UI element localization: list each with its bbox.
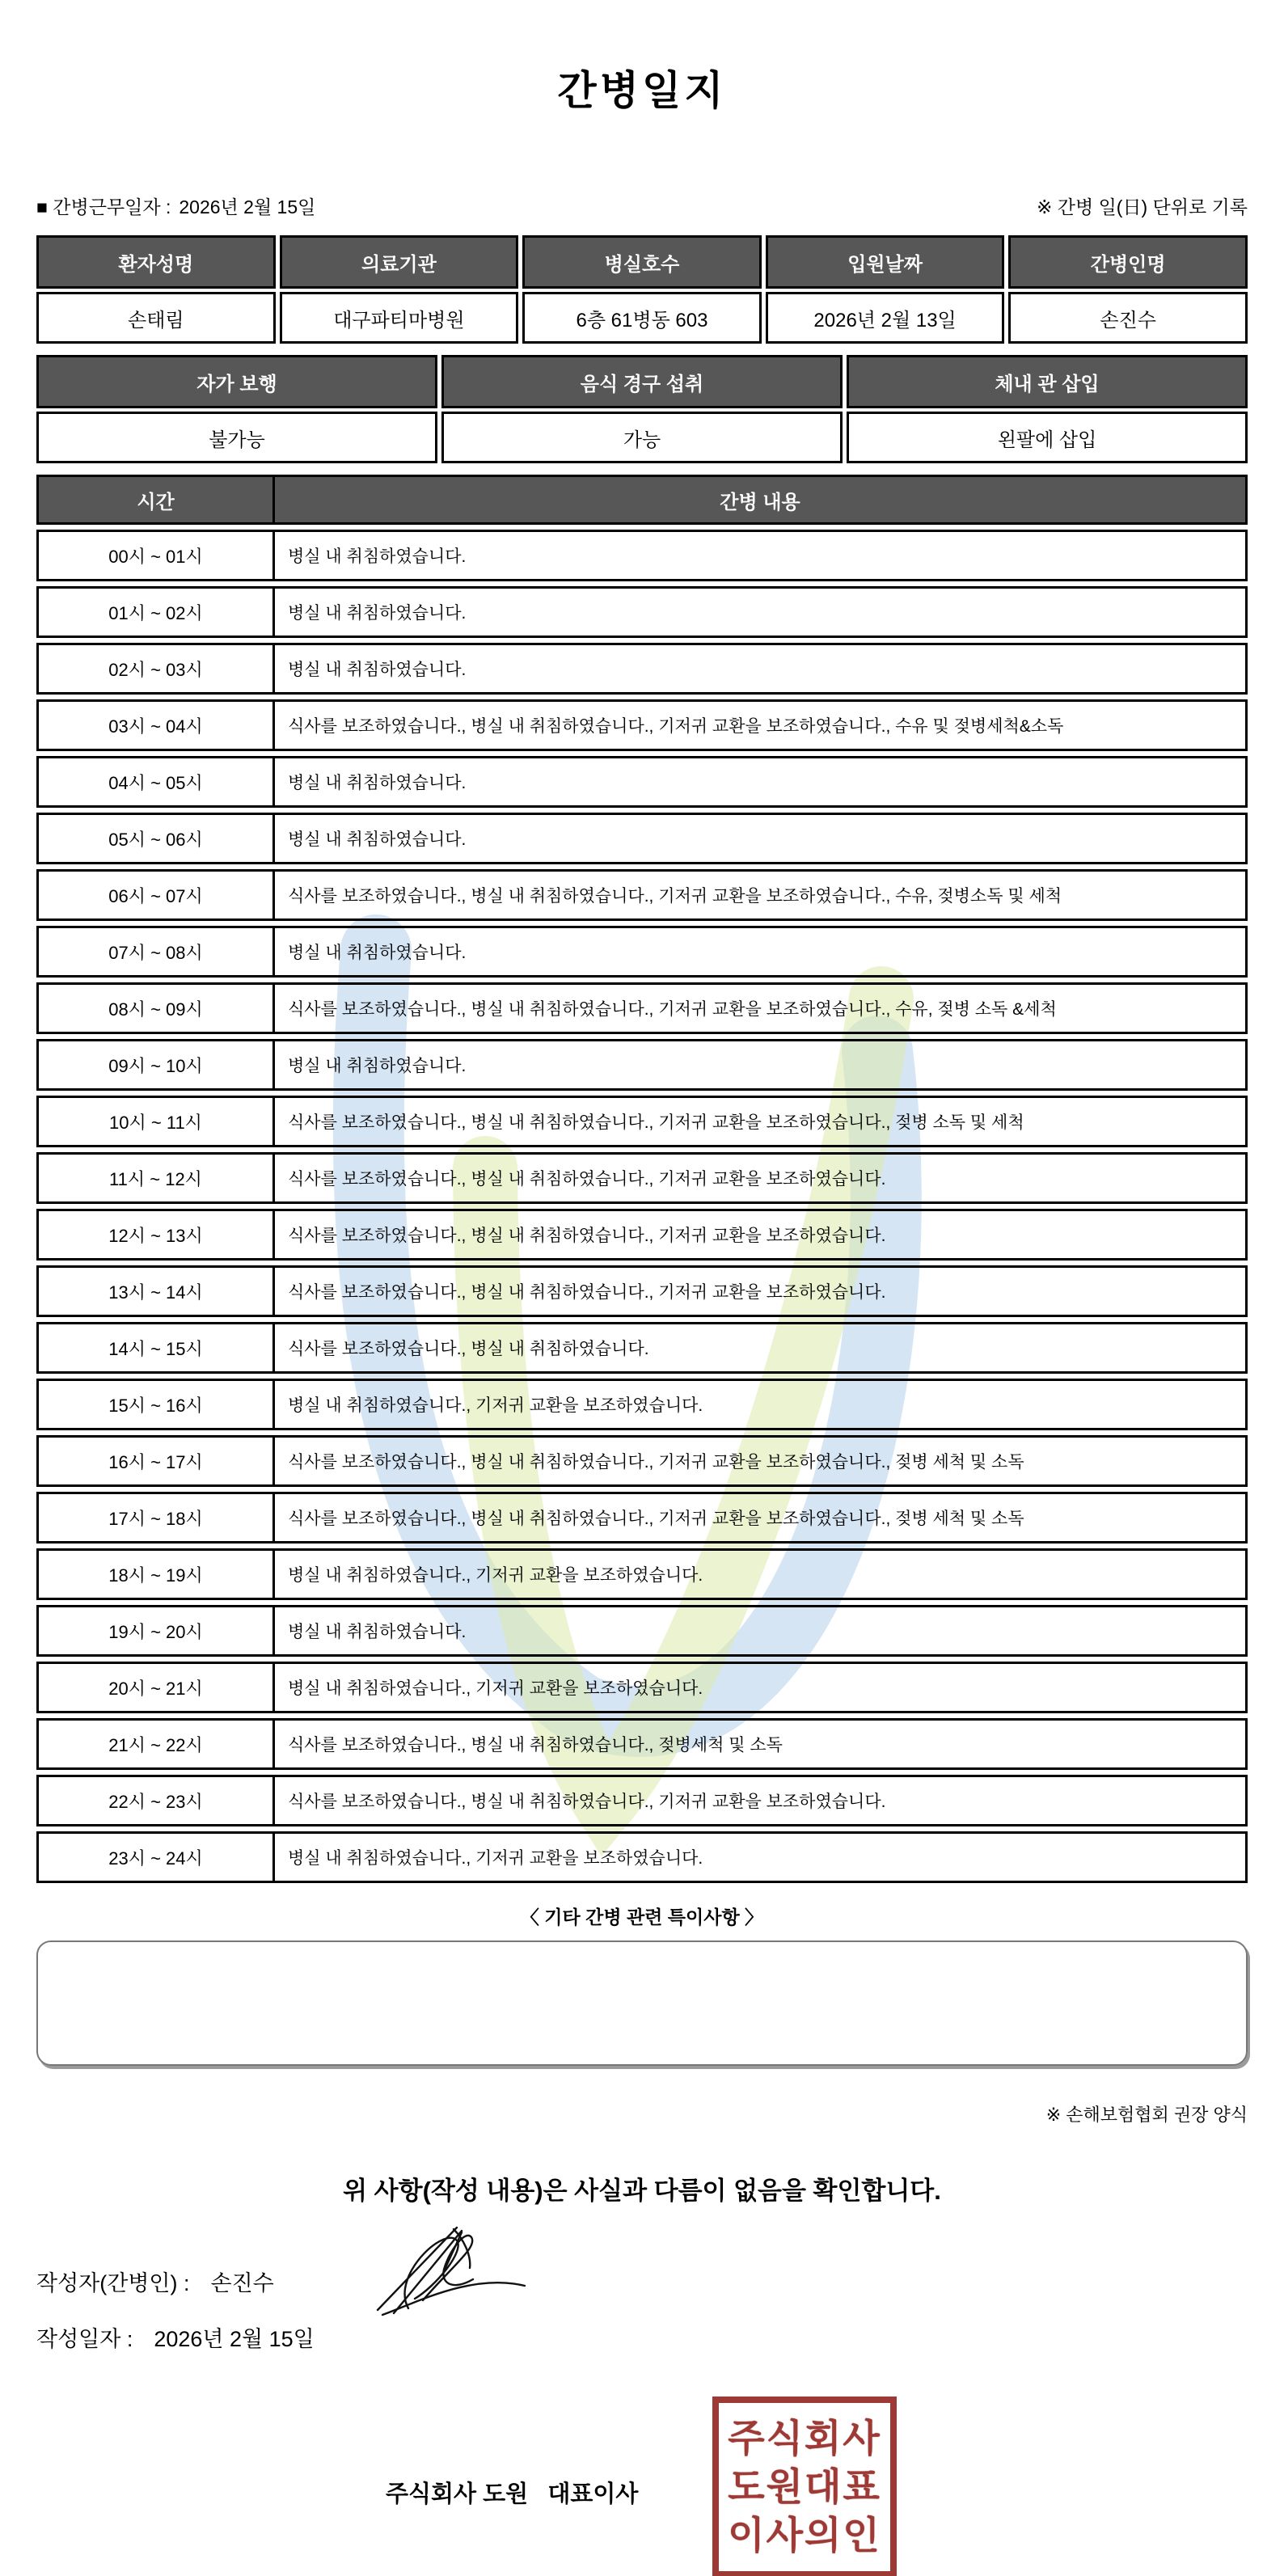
care-status-header-row xyxy=(36,355,1248,408)
care-log-content: 식사를 보조하였습니다., 병실 내 취침하였습니다. xyxy=(288,1340,649,1358)
time-column-header: 시간 xyxy=(39,477,275,522)
care-log-row xyxy=(36,982,1248,1034)
patient-name-header: 환자성명 xyxy=(36,235,276,289)
care-log-time: 07시 ~ 08시 xyxy=(39,928,275,975)
care-log-row xyxy=(36,1435,1248,1487)
care-log-time: 05시 ~ 06시 xyxy=(39,815,275,862)
care-log-time: 04시 ~ 05시 xyxy=(39,758,275,805)
care-log-row xyxy=(36,1662,1248,1713)
care-log-row xyxy=(36,1209,1248,1261)
hospital-value: 대구파티마병원 xyxy=(280,292,519,344)
care-log-content: 병실 내 취침하였습니다., 기저귀 교환을 보조하였습니다. xyxy=(288,1396,703,1415)
care-log-content: 병실 내 취침하였습니다. xyxy=(288,1623,467,1641)
care-log-time: 16시 ~ 17시 xyxy=(39,1438,275,1484)
care-log-content: 식사를 보조하였습니다., 병실 내 취침하였습니다., 기저귀 교환을 보조하였습니다. xyxy=(288,1793,886,1811)
care-log-row xyxy=(36,1152,1248,1204)
patient-name-value: 손태림 xyxy=(36,292,276,344)
care-log-content: 병실 내 취침하였습니다. xyxy=(288,1057,467,1075)
meta-row xyxy=(36,192,1248,219)
care-log-content: 식사를 보조하였습니다., 병실 내 취침하였습니다., 기저귀 교환을 보조하였습니다., 젖병 소독 및 세척 xyxy=(288,1113,1024,1132)
care-log-header-row xyxy=(36,475,1248,525)
self-walking-header: 자가 보행 xyxy=(36,355,437,408)
care-log-content: 병실 내 취침하였습니다. xyxy=(288,661,467,679)
care-log-content: 식사를 보조하였습니다., 병실 내 취침하였습니다., 젖병세척 및 소독 xyxy=(288,1736,783,1755)
oral-intake-value: 가능 xyxy=(441,412,843,463)
patient-info-table xyxy=(36,235,1248,344)
care-log-time: 12시 ~ 13시 xyxy=(39,1211,275,1258)
writer-line xyxy=(36,2255,1248,2307)
care-log-content: 식사를 보조하였습니다., 병실 내 취침하였습니다., 기저귀 교환을 보조하였습니다., 수유 및 젖병세척&소독 xyxy=(288,717,1064,736)
work-date-value: 2026년 2월 15일 xyxy=(179,196,316,217)
recommended-form-note: ※ 손해보험협회 권장 양식 xyxy=(1045,2105,1248,2125)
care-log-time: 08시 ~ 09시 xyxy=(39,985,275,1032)
care-log-row xyxy=(36,1775,1248,1826)
caregiver-name-header: 간병인명 xyxy=(1008,235,1248,289)
care-log-time: 21시 ~ 22시 xyxy=(39,1721,275,1767)
care-log-content: 병실 내 취침하였습니다. xyxy=(288,547,467,566)
care-log-row xyxy=(36,1718,1248,1770)
care-log-row xyxy=(36,643,1248,695)
page-title: 간병일지 xyxy=(557,68,727,113)
care-log-row xyxy=(36,586,1248,638)
care-log-time: 19시 ~ 20시 xyxy=(39,1607,275,1654)
care-log-content: 식사를 보조하였습니다., 병실 내 취침하였습니다., 기저귀 교환을 보조하였습니다., 젖병 세척 및 소독 xyxy=(288,1510,1024,1528)
care-log-content: 병실 내 취침하였습니다., 기저귀 교환을 보조하였습니다. xyxy=(288,1679,703,1698)
unit-note: ※ 간병 일(日) 단위로 기록 xyxy=(1037,196,1248,217)
care-log-time: 20시 ~ 21시 xyxy=(39,1664,275,1711)
care-status-table xyxy=(36,355,1248,463)
oral-intake-header: 음식 경구 섭취 xyxy=(441,355,843,408)
care-log-row xyxy=(36,530,1248,581)
write-date-value: 2026년 2월 15일 xyxy=(154,2327,315,2351)
writer-label: 작성자(간병인) : xyxy=(36,2270,190,2295)
care-log-row xyxy=(36,1379,1248,1430)
patient-info-value-row xyxy=(36,292,1248,344)
care-log-content: 병실 내 취침하였습니다. xyxy=(288,830,467,849)
care-log-row xyxy=(36,1322,1248,1374)
caregiver-name-value: 손진수 xyxy=(1008,292,1248,344)
care-log-content: 병실 내 취침하였습니다., 기저귀 교환을 보조하였습니다. xyxy=(288,1849,703,1868)
care-log-row xyxy=(36,1492,1248,1543)
care-log-time: 01시 ~ 02시 xyxy=(39,589,275,636)
writer-name: 손진수 xyxy=(210,2270,274,2295)
patient-info-header-row xyxy=(36,235,1248,289)
care-log-content: 식사를 보조하였습니다., 병실 내 취침하였습니다., 기저귀 교환을 보조하였습니다., 수유, 젖병 소독 &세척 xyxy=(288,1000,1057,1019)
special-notes-heading: 〈 기타 간병 관련 특이사항 〉 xyxy=(520,1907,764,1928)
seal-line-2: 도원대표 xyxy=(728,2464,881,2508)
care-log-time: 10시 ~ 11시 xyxy=(39,1098,275,1145)
care-log-content: 식사를 보조하였습니다., 병실 내 취침하였습니다., 기저귀 교환을 보조하였습니다., 수유, 젖병소독 및 세척 xyxy=(288,887,1062,906)
care-log-row xyxy=(36,1831,1248,1883)
seal-line-3: 이사의인 xyxy=(728,2514,881,2557)
work-date-label: ■ 간병근무일자 : xyxy=(36,196,171,217)
care-log-content: 병실 내 취침하였습니다. xyxy=(288,604,467,623)
company-block xyxy=(36,2372,1248,2576)
care-log-row xyxy=(36,813,1248,864)
tube-insertion-value: 왼팔에 삽입 xyxy=(847,412,1248,463)
self-walking-value: 불가능 xyxy=(36,412,437,463)
care-log-time: 17시 ~ 18시 xyxy=(39,1494,275,1541)
care-log-content: 병실 내 취침하였습니다., 기저귀 교환을 보조하였습니다. xyxy=(288,1566,703,1585)
care-log-row xyxy=(36,1605,1248,1657)
care-log-time: 23시 ~ 24시 xyxy=(39,1834,275,1881)
care-log-content: 식사를 보조하였습니다., 병실 내 취침하였습니다., 기저귀 교환을 보조하였습니다. xyxy=(288,1283,886,1302)
admission-date-value: 2026년 2월 13일 xyxy=(766,292,1005,344)
care-log-time: 15시 ~ 16시 xyxy=(39,1381,275,1428)
care-log-content: 병실 내 취침하였습니다. xyxy=(288,944,467,962)
care-log-time: 14시 ~ 15시 xyxy=(39,1324,275,1371)
care-log-time: 22시 ~ 23시 xyxy=(39,1777,275,1824)
care-log-time: 18시 ~ 19시 xyxy=(39,1551,275,1598)
hospital-header: 의료기관 xyxy=(280,235,519,289)
document-content xyxy=(0,58,1284,2576)
care-log-row xyxy=(36,926,1248,978)
work-date-line xyxy=(36,192,323,219)
care-status-value-row xyxy=(36,412,1248,463)
care-log-time: 06시 ~ 07시 xyxy=(39,872,275,918)
company-title: 주식회사 도원 대표이사 xyxy=(386,2481,639,2507)
care-log-content: 식사를 보조하였습니다., 병실 내 취침하였습니다., 기저귀 교환을 보조하였습니다. xyxy=(288,1227,886,1245)
seal-line-1: 주식회사 xyxy=(728,2416,881,2460)
care-log-time: 00시 ~ 01시 xyxy=(39,532,275,579)
confirmation-statement: 위 사항(작성 내용)은 사실과 다름이 없음을 확인합니다. xyxy=(343,2177,941,2205)
room-value: 6층 61병동 603 xyxy=(522,292,762,344)
care-log-row xyxy=(36,1265,1248,1317)
care-log-rows xyxy=(36,530,1248,1883)
care-log-time: 02시 ~ 03시 xyxy=(39,645,275,692)
care-log-row xyxy=(36,699,1248,751)
admission-date-header: 입원날짜 xyxy=(766,235,1005,289)
write-date-line xyxy=(36,2321,1248,2353)
special-notes-box[interactable] xyxy=(36,1940,1248,2066)
signature-scribble xyxy=(366,2219,536,2321)
care-log-content: 식사를 보조하였습니다., 병실 내 취침하였습니다., 기저귀 교환을 보조하였습니다. xyxy=(288,1170,886,1189)
write-date-label: 작성일자 : xyxy=(36,2327,133,2351)
care-log-row xyxy=(36,1548,1248,1600)
tube-insertion-header: 체내 관 삽입 xyxy=(847,355,1248,408)
care-log-time: 09시 ~ 10시 xyxy=(39,1041,275,1088)
care-log-row xyxy=(36,1039,1248,1091)
care-log-time: 03시 ~ 04시 xyxy=(39,702,275,749)
company-seal xyxy=(712,2397,897,2576)
care-log-row xyxy=(36,1096,1248,1147)
care-log-time: 13시 ~ 14시 xyxy=(39,1268,275,1315)
room-header: 병실호수 xyxy=(522,235,762,289)
care-log-content: 병실 내 취침하였습니다. xyxy=(288,774,467,792)
care-log-row xyxy=(36,756,1248,808)
care-log-time: 11시 ~ 12시 xyxy=(39,1155,275,1201)
care-log-table xyxy=(36,475,1248,1883)
content-column-header: 간병 내용 xyxy=(720,491,800,513)
care-log-content: 식사를 보조하였습니다., 병실 내 취침하였습니다., 기저귀 교환을 보조하였습니다., 젖병 세척 및 소독 xyxy=(288,1453,1024,1472)
care-log-row xyxy=(36,869,1248,921)
